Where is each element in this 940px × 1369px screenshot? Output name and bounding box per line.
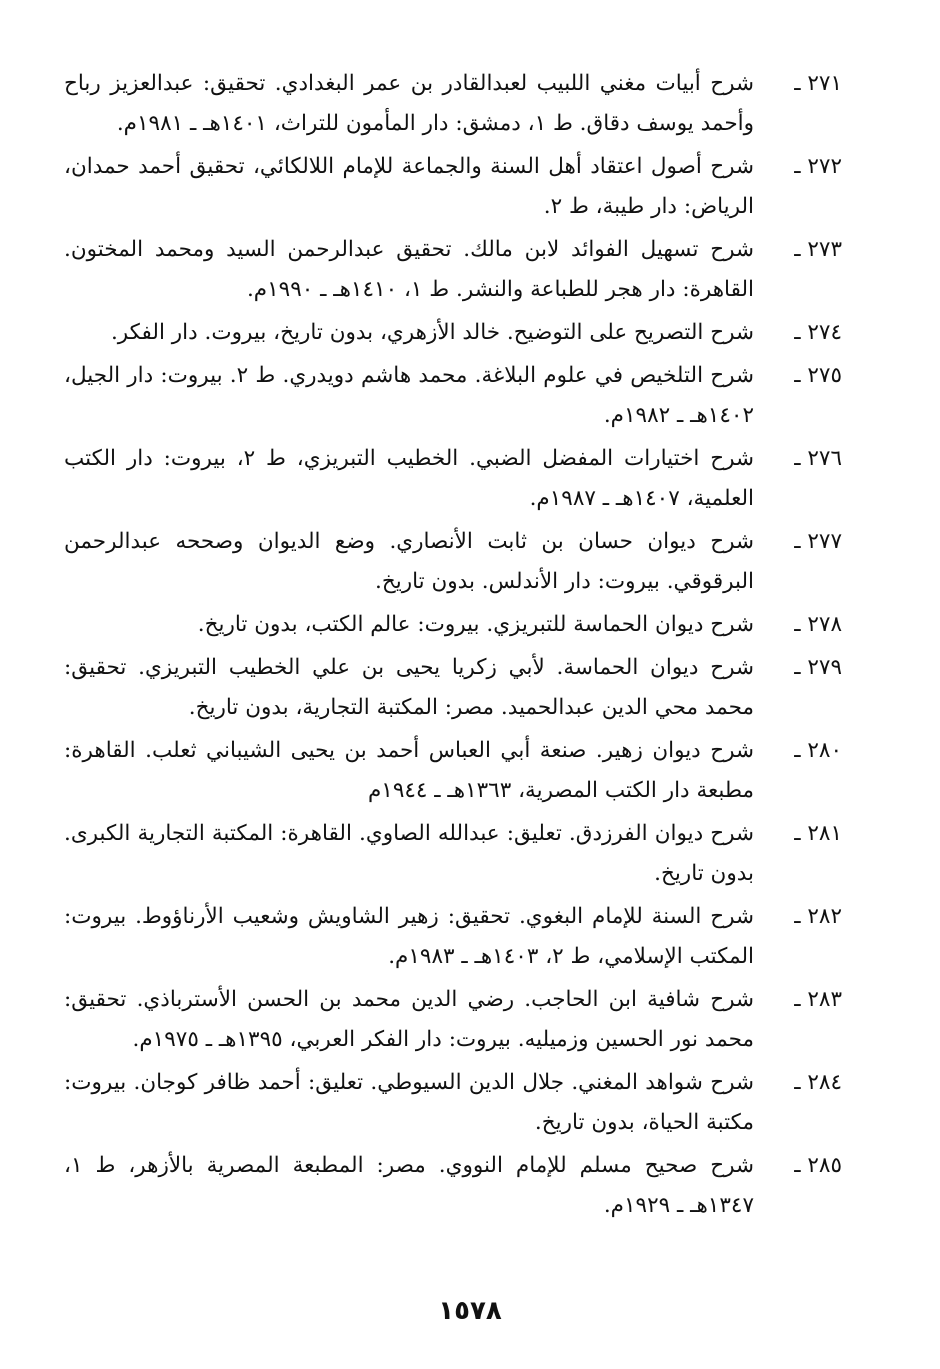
bibliography-list (64, 64, 842, 1229)
bibliography-entry (64, 356, 842, 436)
entry-text: شرح التصريح على التوضيح. خالد الأزهري، بدون تاريخ، بيروت. دار الفكر. (110, 320, 754, 345)
entry-number: ٢٧٩ ـ (794, 655, 842, 680)
entry-text: شرح أبيات مغني اللبيب لعبدالقادر بن عمر البغدادي. تحقيق: عبدالعزيز رباح وأحمد يوسف دقاق. ط ١، دمشق: دار المأمون للتراث، ١٤٠١هـ ـ ١٩٨١م. (64, 71, 754, 136)
entry-text: شرح ديوان الحماسة. لأبي زكريا يحيى بن علي الخطيب التبريزي. تحقيق: محمد محي الدين عبدالحميد. مصر: المكتبة التجارية، بدون تاريخ. (64, 655, 754, 720)
entry-number: ٢٧٥ ـ (794, 363, 842, 388)
entry-text: شرح ديوان الفرزدق. تعليق: عبدالله الصاوي. القاهرة: المكتبة التجارية الكبرى. بدون تاريخ. (64, 821, 754, 886)
bibliography-entry (64, 605, 842, 645)
entry-text: شرح السنة للإمام البغوي. تحقيق: زهير الشاويش وشعيب الأرناؤوط. بيروت: المكتب الإسلامي، ط ٢، ١٤٠٣هـ ـ ١٩٨٣م. (64, 904, 754, 969)
entry-text: شرح صحيح مسلم للإمام النووي. مصر: المطبعة المصرية بالأزهر، ط ١، ١٣٤٧هـ ـ ١٩٢٩م. (64, 1153, 754, 1218)
entry-number: ٢٧٣ ـ (794, 237, 842, 262)
entry-number: ٢٧٤ ـ (794, 320, 842, 345)
bibliography-entry (64, 897, 842, 977)
bibliography-entry (64, 230, 842, 310)
bibliography-entry (64, 64, 842, 144)
bibliography-entry (64, 1063, 842, 1143)
entry-text: شرح التلخيص في علوم البلاغة. محمد هاشم دويدري. ط ٢. بيروت: دار الجيل، ١٤٠٢هـ ـ ١٩٨٢م. (64, 363, 754, 428)
bibliography-entry (64, 980, 842, 1060)
entry-number: ٢٨٤ ـ (794, 1070, 842, 1095)
entry-number: ٢٧٢ ـ (794, 154, 842, 179)
entry-number: ٢٨٠ ـ (794, 738, 842, 763)
entry-number: ٢٨٥ ـ (794, 1153, 842, 1178)
entry-text: شرح ديوان زهير. صنعة أبي العباس أحمد بن يحيى الشيباني ثعلب. القاهرة: مطبعة دار الكتب المصرية، ١٣٦٣هـ ـ ١٩٤٤م (64, 738, 754, 803)
entry-number: ٢٧٦ ـ (794, 446, 842, 471)
entry-number: ٢٧٨ ـ (794, 612, 842, 637)
page-number: ١٥٧٨ (438, 1296, 502, 1326)
bibliography-entry (64, 313, 842, 353)
entry-text: شرح شواهد المغني. جلال الدين السيوطي. تعليق: أحمد ظافر كوجان. بيروت: مكتبة الحياة، بدون تاريخ. (64, 1070, 754, 1135)
bibliography-entry (64, 147, 842, 227)
entry-number: ٢٧١ ـ (794, 71, 842, 96)
entry-text: شرح شافية ابن الحاجب. رضي الدين محمد بن الحسن الأسترباذي. تحقيق: محمد نور الحسين وزميليه. بيروت: دار الفكر العربي، ١٣٩٥هـ ـ ١٩٧٥م. (64, 987, 754, 1052)
bibliography-entry (64, 522, 842, 602)
bibliography-entry (64, 1146, 842, 1226)
entry-number: ٢٨٣ ـ (794, 987, 842, 1012)
bibliography-entry (64, 439, 842, 519)
entry-text: شرح ديوان الحماسة للتبريزي. بيروت: عالم الكتب، بدون تاريخ. (197, 612, 754, 637)
entry-text: شرح ديوان حسان بن ثابت الأنصاري. وضع الديوان وصححه عبدالرحمن البرقوقي. بيروت: دار الأندلس. بدون تاريخ. (64, 529, 754, 594)
entry-text: شرح اختيارات المفضل الضبي. الخطيب التبريزي، ط ٢، بيروت: دار الكتب العلمية، ١٤٠٧هـ ـ ١٩٨٧م. (64, 446, 754, 511)
bibliography-entry (64, 731, 842, 811)
entry-number: ٢٨١ ـ (794, 821, 842, 846)
bibliography-entry (64, 648, 842, 728)
entry-number: ٢٧٧ ـ (794, 529, 842, 554)
bibliography-entry (64, 814, 842, 894)
entry-number: ٢٨٢ ـ (794, 904, 842, 929)
entry-text: شرح أصول اعتقاد أهل السنة والجماعة للإمام اللالكائي، تحقيق أحمد حمدان، الرياض: دار طيبة، ط ٢. (64, 154, 754, 219)
entry-text: شرح تسهيل الفوائد لابن مالك. تحقيق عبدالرحمن السيد ومحمد المختون. القاهرة: دار هجر للطباعة والنشر. ط ١، ١٤١٠هـ ـ ١٩٩٠م. (64, 237, 754, 302)
